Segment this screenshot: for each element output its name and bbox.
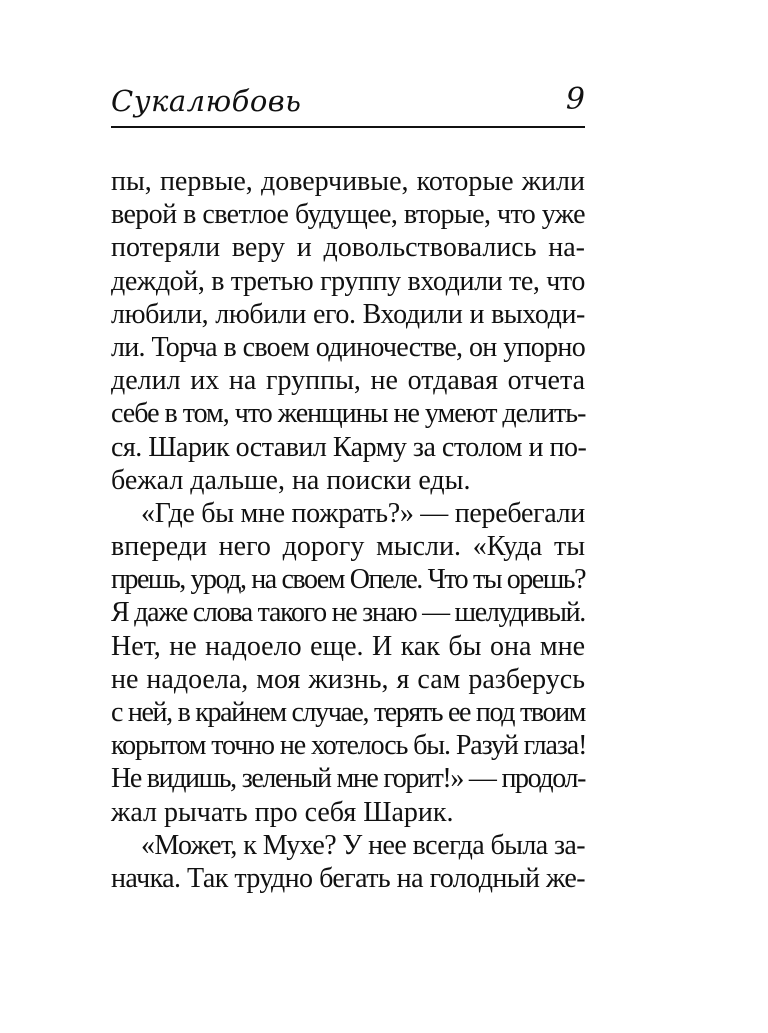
running-title: Сукалюбовь bbox=[111, 84, 302, 118]
text-line: впереди него дорогу мысли. «Куда ты bbox=[111, 531, 585, 563]
text-line: жал рычать про себя Шарик. bbox=[111, 796, 454, 828]
text-line: не надоела, моя жизнь, я сам разберусь bbox=[111, 663, 585, 695]
text-line: прешь, урод, на своем Опеле. Что ты орешь? bbox=[111, 564, 585, 596]
text-line: Не видишь, зеленый мне горит!» — продол- bbox=[111, 763, 585, 795]
text-line: бежал дальше, на поиски еды. bbox=[111, 464, 471, 496]
body-text bbox=[111, 165, 585, 895]
text-line: ся. Шарик оставил Карму за столом и по- bbox=[111, 431, 587, 463]
text-line: «Где бы мне пожрать?» — перебегали bbox=[141, 497, 585, 529]
page-number: 9 bbox=[565, 82, 585, 117]
running-head bbox=[111, 80, 585, 124]
text-line: верой в светлое будущее, вторые, что уже bbox=[111, 199, 585, 231]
text-line: потеряли веру и довольствовались на- bbox=[111, 232, 585, 264]
text-line: любили, любили его. Входили и выходи- bbox=[111, 298, 585, 330]
text-line: Я даже слова такого не знаю — шелудивый. bbox=[111, 597, 585, 629]
text-line: начка. Так трудно бегать на голодный же- bbox=[111, 862, 585, 894]
text-line: с ней, в крайнем случае, терять ее под твоим bbox=[111, 697, 585, 728]
text-line: пы, первые, доверчивые, которые жили bbox=[111, 166, 585, 197]
text-line: «Может, к Мухе? У нее всегда была за- bbox=[141, 829, 585, 861]
text-line: деждой, в третью группу входили те, что bbox=[111, 265, 585, 297]
text-line: Нет, не надоело еще. И как бы она мне bbox=[111, 630, 585, 662]
text-line: себе в том, что женщины не умеют делить- bbox=[111, 398, 586, 430]
text-line: ли. Торча в своем одиночестве, он упорно bbox=[111, 331, 585, 363]
header-rule bbox=[111, 126, 585, 128]
text-line: корытом точно не хотелось бы. Разуй глаза! bbox=[111, 730, 587, 762]
text-line: делил их на группы, не отдавая отчета bbox=[111, 365, 585, 397]
